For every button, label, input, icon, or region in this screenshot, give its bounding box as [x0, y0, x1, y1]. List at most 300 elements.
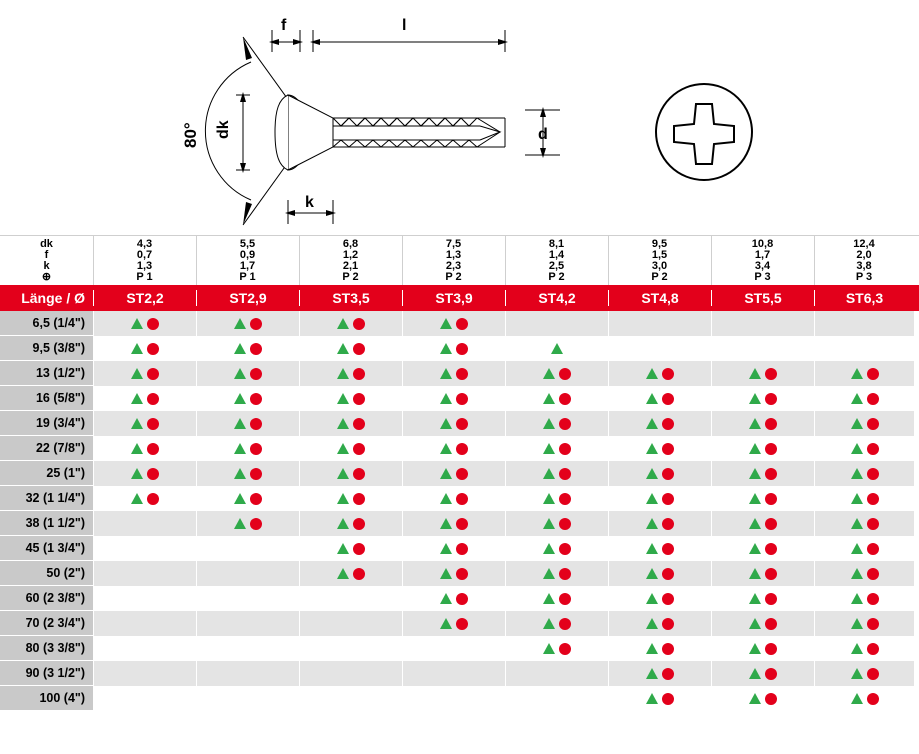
availability-cell	[814, 461, 914, 486]
availability-cell	[299, 361, 402, 386]
red-circle-marker-icon	[147, 443, 159, 455]
red-circle-marker-icon	[867, 618, 879, 630]
marker-group	[543, 443, 571, 455]
red-circle-marker-icon	[250, 468, 262, 480]
red-circle-marker-icon	[250, 393, 262, 405]
red-circle-marker-icon	[353, 568, 365, 580]
spec-drive-st42: P 2	[548, 271, 565, 283]
availability-cell	[814, 686, 914, 711]
availability-cell	[711, 486, 814, 511]
availability-cell	[711, 386, 814, 411]
red-circle-marker-icon	[662, 493, 674, 505]
spec-f-st48: 1,5	[651, 249, 668, 261]
availability-cell	[196, 536, 299, 561]
row-length-label: 90 (3 1/2")	[0, 661, 93, 686]
red-circle-marker-icon	[456, 568, 468, 580]
red-circle-marker-icon	[662, 393, 674, 405]
marker-group	[851, 443, 879, 455]
phillips-cross-recess-icon	[656, 84, 752, 180]
red-circle-marker-icon	[765, 443, 777, 455]
red-circle-marker-icon	[456, 543, 468, 555]
availability-cell	[299, 311, 402, 336]
red-circle-marker-icon	[662, 543, 674, 555]
red-circle-marker-icon	[662, 593, 674, 605]
green-triangle-marker-icon	[749, 668, 761, 679]
marker-group	[234, 318, 262, 330]
green-triangle-marker-icon	[440, 543, 452, 554]
availability-cell	[402, 536, 505, 561]
availability-cell	[711, 336, 814, 361]
availability-cell	[814, 436, 914, 461]
header-col-st39: ST3,9	[402, 290, 505, 306]
red-circle-marker-icon	[662, 618, 674, 630]
green-triangle-marker-icon	[851, 418, 863, 429]
availability-cell	[93, 536, 196, 561]
green-triangle-marker-icon	[440, 443, 452, 454]
red-circle-marker-icon	[559, 418, 571, 430]
marker-group	[337, 493, 365, 505]
green-triangle-marker-icon	[851, 543, 863, 554]
red-circle-marker-icon	[559, 568, 571, 580]
availability-cell	[814, 411, 914, 436]
availability-cell	[608, 461, 711, 486]
row-length-label: 60 (2 3/8")	[0, 586, 93, 611]
green-triangle-marker-icon	[234, 493, 246, 504]
availability-cell	[608, 511, 711, 536]
availability-cell	[402, 336, 505, 361]
green-triangle-marker-icon	[337, 418, 349, 429]
table-row	[0, 536, 919, 561]
label-dk: dk	[215, 120, 232, 139]
marker-group	[749, 443, 777, 455]
availability-cell	[814, 511, 914, 536]
availability-cell	[196, 686, 299, 711]
marker-group	[749, 418, 777, 430]
availability-cell	[196, 486, 299, 511]
green-triangle-marker-icon	[234, 468, 246, 479]
green-triangle-marker-icon	[543, 518, 555, 529]
marker-group	[543, 393, 571, 405]
red-circle-marker-icon	[765, 693, 777, 705]
marker-group	[337, 518, 365, 530]
green-triangle-marker-icon	[646, 493, 658, 504]
spec-dk-st42: 8,1	[548, 238, 565, 250]
red-circle-marker-icon	[867, 543, 879, 555]
availability-cell	[196, 311, 299, 336]
marker-group	[337, 418, 365, 430]
marker-group	[749, 518, 777, 530]
spec-f-st42: 1,4	[548, 249, 565, 261]
availability-cell	[402, 386, 505, 411]
availability-cell	[299, 561, 402, 586]
green-triangle-marker-icon	[851, 518, 863, 529]
availability-cell	[505, 611, 608, 636]
green-triangle-marker-icon	[543, 543, 555, 554]
spec-row-drive	[0, 272, 919, 283]
marker-group	[551, 343, 563, 354]
availability-cell	[711, 636, 814, 661]
row-length-label: 13 (1/2")	[0, 361, 93, 386]
green-triangle-marker-icon	[749, 368, 761, 379]
green-triangle-marker-icon	[131, 418, 143, 429]
availability-cell	[299, 486, 402, 511]
marker-group	[440, 318, 468, 330]
red-circle-marker-icon	[559, 443, 571, 455]
availability-cell	[196, 461, 299, 486]
red-circle-marker-icon	[559, 468, 571, 480]
marker-group	[543, 518, 571, 530]
green-triangle-marker-icon	[543, 493, 555, 504]
marker-group	[440, 518, 468, 530]
availability-cell	[196, 361, 299, 386]
table-row	[0, 686, 919, 711]
marker-group	[337, 318, 365, 330]
marker-group	[543, 618, 571, 630]
red-circle-marker-icon	[353, 518, 365, 530]
green-triangle-marker-icon	[851, 693, 863, 704]
red-circle-marker-icon	[765, 543, 777, 555]
green-triangle-marker-icon	[234, 343, 246, 354]
marker-group	[337, 393, 365, 405]
green-triangle-marker-icon	[851, 443, 863, 454]
availability-cell	[711, 511, 814, 536]
green-triangle-marker-icon	[749, 518, 761, 529]
availability-cell	[299, 536, 402, 561]
row-length-label: 50 (2")	[0, 561, 93, 586]
marker-group	[131, 343, 159, 355]
red-circle-marker-icon	[147, 493, 159, 505]
availability-cell	[93, 311, 196, 336]
availability-cell	[299, 586, 402, 611]
availability-cell	[93, 686, 196, 711]
availability-cell	[711, 661, 814, 686]
availability-cell	[196, 436, 299, 461]
red-circle-marker-icon	[662, 418, 674, 430]
green-triangle-marker-icon	[646, 543, 658, 554]
availability-cell	[196, 586, 299, 611]
green-triangle-marker-icon	[646, 443, 658, 454]
technical-drawing	[0, 0, 919, 235]
spec-dk-st29: 5,5	[239, 238, 256, 250]
availability-cell	[608, 661, 711, 686]
marker-group	[851, 518, 879, 530]
marker-group	[646, 693, 674, 705]
availability-cell	[608, 486, 711, 511]
green-triangle-marker-icon	[646, 393, 658, 404]
green-triangle-marker-icon	[543, 643, 555, 654]
availability-cell	[402, 511, 505, 536]
green-triangle-marker-icon	[337, 393, 349, 404]
spec-label-drive-icon: ⊕	[41, 271, 52, 283]
label-k: k	[305, 194, 314, 211]
availability-cell	[93, 561, 196, 586]
red-circle-marker-icon	[147, 468, 159, 480]
table-row	[0, 636, 919, 661]
spec-f-st35: 1,2	[342, 249, 359, 261]
availability-cell	[608, 311, 711, 336]
availability-cell	[711, 536, 814, 561]
availability-cell	[196, 611, 299, 636]
spec-k-st42: 2,5	[548, 260, 565, 272]
marker-group	[440, 618, 468, 630]
table-row	[0, 486, 919, 511]
red-circle-marker-icon	[559, 618, 571, 630]
marker-group	[131, 493, 159, 505]
availability-cell	[608, 636, 711, 661]
availability-cell	[505, 511, 608, 536]
availability-cell	[505, 661, 608, 686]
green-triangle-marker-icon	[337, 518, 349, 529]
red-circle-marker-icon	[250, 343, 262, 355]
table-row	[0, 436, 919, 461]
green-triangle-marker-icon	[646, 668, 658, 679]
red-circle-marker-icon	[147, 318, 159, 330]
spec-k-st63: 3,8	[856, 260, 872, 272]
availability-cell	[402, 661, 505, 686]
availability-cell	[93, 361, 196, 386]
table-row	[0, 586, 919, 611]
row-length-label: 70 (2 3/4")	[0, 611, 93, 636]
spec-f-st55: 1,7	[754, 249, 771, 261]
marker-group	[646, 668, 674, 680]
red-circle-marker-icon	[559, 543, 571, 555]
red-circle-marker-icon	[867, 443, 879, 455]
spec-dk-st39: 7,5	[445, 238, 462, 250]
availability-cell	[299, 686, 402, 711]
marker-group	[646, 443, 674, 455]
marker-group	[646, 468, 674, 480]
label-d: d	[538, 126, 548, 143]
marker-group	[440, 368, 468, 380]
marker-group	[851, 693, 879, 705]
red-circle-marker-icon	[765, 393, 777, 405]
red-circle-marker-icon	[662, 368, 674, 380]
marker-group	[543, 468, 571, 480]
marker-group	[543, 568, 571, 580]
marker-group	[234, 418, 262, 430]
marker-group	[543, 643, 571, 655]
availability-cell	[711, 436, 814, 461]
green-triangle-marker-icon	[749, 618, 761, 629]
red-circle-marker-icon	[250, 518, 262, 530]
availability-cell	[196, 636, 299, 661]
red-circle-marker-icon	[662, 693, 674, 705]
marker-group	[749, 693, 777, 705]
marker-group	[337, 443, 365, 455]
marker-group	[543, 543, 571, 555]
availability-cell	[402, 586, 505, 611]
red-circle-marker-icon	[559, 518, 571, 530]
row-length-label: 100 (4")	[0, 686, 93, 711]
marker-group	[851, 643, 879, 655]
marker-group	[543, 418, 571, 430]
green-triangle-marker-icon	[851, 568, 863, 579]
availability-cell	[196, 561, 299, 586]
green-triangle-marker-icon	[851, 468, 863, 479]
availability-cell	[814, 336, 914, 361]
green-triangle-marker-icon	[749, 593, 761, 604]
green-triangle-marker-icon	[337, 318, 349, 329]
marker-group	[440, 418, 468, 430]
availability-cell	[93, 411, 196, 436]
marker-group	[337, 468, 365, 480]
row-length-label: 9,5 (3/8")	[0, 336, 93, 361]
marker-group	[337, 368, 365, 380]
green-triangle-marker-icon	[646, 693, 658, 704]
availability-cell	[608, 361, 711, 386]
marker-group	[543, 368, 571, 380]
green-triangle-marker-icon	[543, 593, 555, 604]
availability-cell	[608, 561, 711, 586]
availability-cell	[299, 386, 402, 411]
red-circle-marker-icon	[765, 643, 777, 655]
green-triangle-marker-icon	[234, 393, 246, 404]
spec-k-st22: 1,3	[136, 260, 153, 272]
red-circle-marker-icon	[456, 493, 468, 505]
green-triangle-marker-icon	[440, 518, 452, 529]
availability-cell	[814, 311, 914, 336]
marker-group	[646, 593, 674, 605]
label-f: f	[281, 17, 287, 34]
header-col-st55: ST5,5	[711, 290, 814, 306]
availability-cell	[299, 611, 402, 636]
marker-group	[337, 568, 365, 580]
header-col-st22: ST2,2	[93, 290, 196, 306]
spec-drive-st39: P 2	[445, 271, 462, 283]
red-circle-marker-icon	[765, 468, 777, 480]
red-circle-marker-icon	[867, 368, 879, 380]
spec-f-st39: 1,3	[445, 249, 462, 261]
availability-cell	[608, 611, 711, 636]
row-length-label: 38 (1 1/2")	[0, 511, 93, 536]
red-circle-marker-icon	[765, 668, 777, 680]
marker-group	[749, 668, 777, 680]
spec-k-st39: 2,3	[445, 260, 462, 272]
red-circle-marker-icon	[867, 693, 879, 705]
green-triangle-marker-icon	[646, 368, 658, 379]
marker-group	[646, 643, 674, 655]
spec-k-st29: 1,7	[239, 260, 256, 272]
table-row	[0, 661, 919, 686]
availability-cell	[402, 611, 505, 636]
availability-cell	[711, 686, 814, 711]
red-circle-marker-icon	[765, 418, 777, 430]
green-triangle-marker-icon	[234, 418, 246, 429]
red-circle-marker-icon	[559, 643, 571, 655]
red-circle-marker-icon	[867, 643, 879, 655]
spec-k-st48: 3,0	[651, 260, 668, 272]
marker-group	[440, 543, 468, 555]
availability-cell	[402, 461, 505, 486]
availability-cell	[711, 411, 814, 436]
spec-dk-st55: 10,8	[751, 238, 774, 250]
table-row	[0, 611, 919, 636]
red-circle-marker-icon	[456, 468, 468, 480]
marker-group	[749, 543, 777, 555]
marker-group	[749, 568, 777, 580]
green-triangle-marker-icon	[749, 418, 761, 429]
marker-group	[749, 493, 777, 505]
green-triangle-marker-icon	[749, 468, 761, 479]
table-row	[0, 311, 919, 336]
red-circle-marker-icon	[353, 393, 365, 405]
red-circle-marker-icon	[559, 368, 571, 380]
availability-cell	[505, 636, 608, 661]
red-circle-marker-icon	[867, 393, 879, 405]
marker-group	[131, 368, 159, 380]
marker-group	[646, 393, 674, 405]
green-triangle-marker-icon	[646, 593, 658, 604]
availability-cell	[814, 386, 914, 411]
table-row	[0, 361, 919, 386]
availability-cell	[402, 686, 505, 711]
green-triangle-marker-icon	[749, 568, 761, 579]
availability-cell	[608, 536, 711, 561]
green-triangle-marker-icon	[131, 493, 143, 504]
spec-k-st55: 3,4	[754, 260, 771, 272]
green-triangle-marker-icon	[337, 468, 349, 479]
red-circle-marker-icon	[456, 318, 468, 330]
green-triangle-marker-icon	[440, 393, 452, 404]
marker-group	[646, 543, 674, 555]
marker-group	[851, 393, 879, 405]
availability-cell	[93, 486, 196, 511]
marker-group	[543, 593, 571, 605]
green-triangle-marker-icon	[851, 493, 863, 504]
red-circle-marker-icon	[867, 568, 879, 580]
spec-label-k: k	[43, 260, 50, 272]
red-circle-marker-icon	[662, 568, 674, 580]
red-circle-marker-icon	[353, 543, 365, 555]
availability-cell	[505, 436, 608, 461]
availability-cell	[608, 411, 711, 436]
availability-cell	[711, 361, 814, 386]
green-triangle-marker-icon	[337, 343, 349, 354]
green-triangle-marker-icon	[131, 393, 143, 404]
availability-cell	[608, 686, 711, 711]
spec-drive-st63: P 3	[855, 271, 873, 283]
red-circle-marker-icon	[765, 593, 777, 605]
green-triangle-marker-icon	[749, 393, 761, 404]
availability-cell	[814, 486, 914, 511]
header-col-st42: ST4,2	[505, 290, 608, 306]
availability-cell	[93, 511, 196, 536]
availability-cell	[299, 636, 402, 661]
availability-cell	[505, 536, 608, 561]
marker-group	[749, 368, 777, 380]
red-circle-marker-icon	[765, 618, 777, 630]
marker-group	[646, 418, 674, 430]
marker-group	[131, 318, 159, 330]
availability-cell	[505, 686, 608, 711]
green-triangle-marker-icon	[543, 418, 555, 429]
spec-drive-st22: P 1	[136, 271, 153, 283]
spec-f-st22: 0,7	[136, 249, 153, 261]
availability-cell	[814, 636, 914, 661]
availability-cell	[93, 461, 196, 486]
spec-drive-st35: P 2	[342, 271, 359, 283]
table-row	[0, 411, 919, 436]
green-triangle-marker-icon	[749, 643, 761, 654]
marker-group	[234, 443, 262, 455]
availability-cell	[93, 386, 196, 411]
green-triangle-marker-icon	[440, 618, 452, 629]
availability-cell	[505, 586, 608, 611]
marker-group	[851, 593, 879, 605]
red-circle-marker-icon	[765, 368, 777, 380]
marker-group	[646, 493, 674, 505]
availability-cell	[196, 661, 299, 686]
